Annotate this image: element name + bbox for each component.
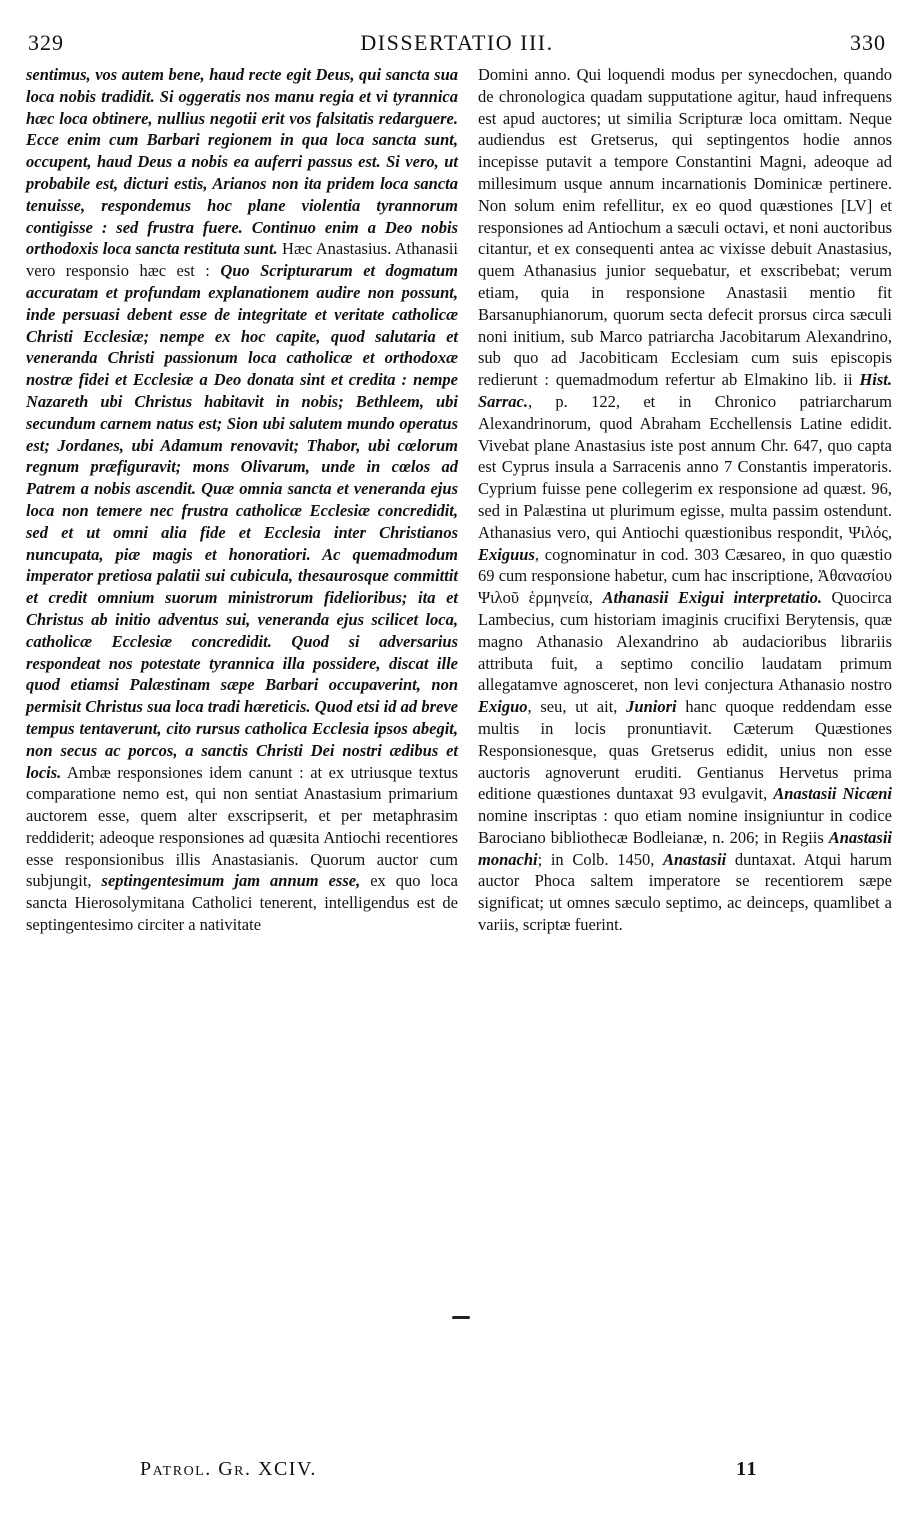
- page-number-left: 329: [28, 30, 64, 55]
- right-column-segment: Quocirca Lambecius, cum historiam imaginis crucifixi Berytensis, quæ magno Athanasio Alexandrino ab audacioribus librariis attributa fuit, a septimo concilio laudatam primum allegatamve agnosceret, non levi conjectura Athanasio nostro: [478, 588, 892, 695]
- left-column-segment: sentimus, vos autem bene, haud recte egit Deus, qui sancta sua loca nobis tradidit. Si oggeratis nos manu regia et vi tyrannica hæc loca obtinere, nullius negotii erit vos falsitatis redarguere. Ecce enim cum Barbari regionem in qua loca sancta sunt, occupent, haud Deus a nobis ea auferri passus est. Si vero, ut probabile est, dicturi estis, Arianos non ita pridem loca sancta tenuisse, respondemus hoc plane violentia tyrannorum contigisse : sed frustra fuere. Continuo enim a Deo nobis orthodoxis loca sancta restituta sunt.: [26, 65, 458, 259]
- left-column-segment: Hæc Anastasius. Athanasii vero responsio hæc est :: [26, 239, 459, 281]
- left-column-segment: Ambæ responsiones idem canunt : at ex utriusque textus comparatione nemo est, qui non sentiat Anastasium primarium auctorem esse, quem alter exscripserit, et per metaphrasim reddiderit; adeoque responsiones ad quæsita Antiochi recentiores esse responsionibus illis Anastasianis. Quorum auctor cum subjungit,: [26, 762, 458, 891]
- right-column-segment: Hist. Sarrac.: [478, 370, 892, 411]
- right-column-segment: Athanasii Exigui interpretatio.: [602, 588, 822, 608]
- right-column-segment: Juniori: [626, 697, 677, 717]
- left-column-segment: Quo Scripturarum et dogmatum accuratam et profundam explanationem audire non possunt, inde persuasi debent esse de integritate et veritate catholicæ Christi Ecclesiæ; nempe ex hoc capite, quod salutaria et veneranda Christi passionum loca catholicæ et orthodoxæ nostræ fidei et Ecclesiæ a Deo donata sint et credita : nempe Nazareth ubi Christus habitavit in nobis; Bethleem, ubi secundum carnem natus est; Sion ubi salutem mundo operatus est; Jordanes, ubi Adamum renovavit; Thabor, ubi cœlorum regnum præfiguravit; mons Olivarum, unde in cœlos ad Patrem a nobis ascendit. Quæ omnia sancta et veneranda ejus loca non temere nec frustra catholicæ Ecclesiæ concredidit, sed et ut omni alia fide et Ecclesia inter Christianos nuncupata, piæ magis et honoratiori. Ac quemadmodum imperator pretiosa palatii sui cubicula, thesaurosque committit et credit omnium suorum ministrorum fidelioribus; ita et Christus ab initio adventus sui, veneranda ejus scilicet loca, catholicæ Ecclesiæ concredidit. Quod si adversarius respondeat nos potestate tyrannica illa possidere, discat ille quod etiamsi Palæstinam sæpe Barbari occupaverint, non permisit Christus sua loca tradi hæreticis. Quod etsi id ad breve tempus tentaverunt, cito rursus catholica Ecclesia ipsos abegit, non secus ac porcos, a sanctis Christi Dei nostri ædibus et locis.: [26, 261, 458, 782]
- right-column-segment: Anastasii Nicæni: [773, 784, 892, 804]
- sheet-number: 11: [736, 1458, 758, 1480]
- page-footer: [140, 1458, 758, 1481]
- running-title: DISSERTATIO III.: [360, 30, 554, 55]
- right-column-segment: Anastasii: [662, 849, 727, 869]
- left-column: [26, 64, 458, 936]
- running-header: [28, 30, 886, 62]
- right-column-segment: , p. 122, et in Chronico patriarcharum Alexandrinorum, quod Abraham Ecchellensis Latine edidit. Vivebat plane Anastasius iste post annum Chr. 647, quo capta est Cyprus insula a Sarracenis anno 7 Constantis imperatoris. Cyprium fuisse pene collegerim ex responsione ad quæst. 96, sed in Palæstina ut plurimum egisse, multa passim ostendunt. Athanasius vero, qui Antiochi quæstionibus respondit, Ψιλός,: [478, 391, 892, 542]
- right-column-segment: duntaxat. Atqui harum auctor Phoca saltem imperatore se recentiorem sæpe significat; ut omnes sæculo septimo, ac deinceps, quamlibet a variis, scriptæ fuerint.: [478, 849, 892, 935]
- right-column-text: [478, 64, 892, 936]
- right-column: [478, 64, 892, 936]
- right-column-segment: Anastasii monachi: [478, 827, 892, 869]
- left-column-segment: septingentesimum jam annum esse,: [101, 871, 361, 891]
- right-column-segment: , seu, ut ait,: [527, 697, 627, 717]
- signature-mark: Patrol. Gr. XCIV.: [140, 1458, 317, 1480]
- right-column-segment: nomine inscriptas : quo etiam nomine insigniuntur in codice Barociano bibliothecæ Bodleianæ, n. 206; in Regiis: [478, 806, 892, 847]
- right-column-segment: Exiguo: [478, 697, 528, 717]
- ornament-mark: [452, 1316, 470, 1319]
- right-column-segment: hanc quoque reddendam esse multis in locis pronuntiavit. Cæterum Quæstiones Responsionesque, quas Gretserus edidit, unius non esse auctoris agnoverunt eruditi. Gentianus Hervetus prima editione quæstiones duntaxat 93 evulgavit,: [478, 697, 893, 804]
- right-column-segment: ; in Colb. 1450,: [537, 849, 663, 869]
- right-column-segment: , cognominatur in cod. 303 Cæsareo, in quo quæstio 69 cum responsione habetur, cum hac inscriptione, Ἀθανασίου Ψιλοῦ ἑρμηνεία,: [478, 544, 892, 608]
- left-column-text: [26, 64, 458, 936]
- page-number-right: 330: [850, 30, 886, 55]
- right-column-segment: Exiguus: [478, 544, 535, 564]
- right-column-segment: Domini anno. Qui loquendi modus per synecdochen, quando de chronologica quadam supputatione agitur, haud infrequens est apud auctores; ut similia Scripturæ loca omittam. Neque audiendus est Gretserus, qui septingentos hodie annos incepisse putavit a tempore Constantini Magni, adeoque ad millesimum usque annum incarnationis Dominicæ pertinere. Non solum enim refellitur, ex eo quod quæstiones [LV] et responsiones ad Antiochum a sæculi octavi, et noni auctoribus citantur, et ex consequenti antea ac vixisse debuit Anastasius, quem Athanasius junior sequebatur, et exscribebat; verum etiam, quia in responsione Anastasii mentio fit Barsanuphianorum, quorum secta defecit prorsus circa sæculi noni initium, sub Marco patriarcha Jacobitarum Alexandrino, sub quo ad Jacobiticam Ecclesiam cum suis episcopis redierunt : quemadmodum refertur ab Elmakino lib. ii: [478, 65, 892, 390]
- left-column-segment: ex quo loca sancta Hierosolymitana Catholici tenerent, intelligendus est de septingentesimo circiter a nativitate: [26, 871, 458, 935]
